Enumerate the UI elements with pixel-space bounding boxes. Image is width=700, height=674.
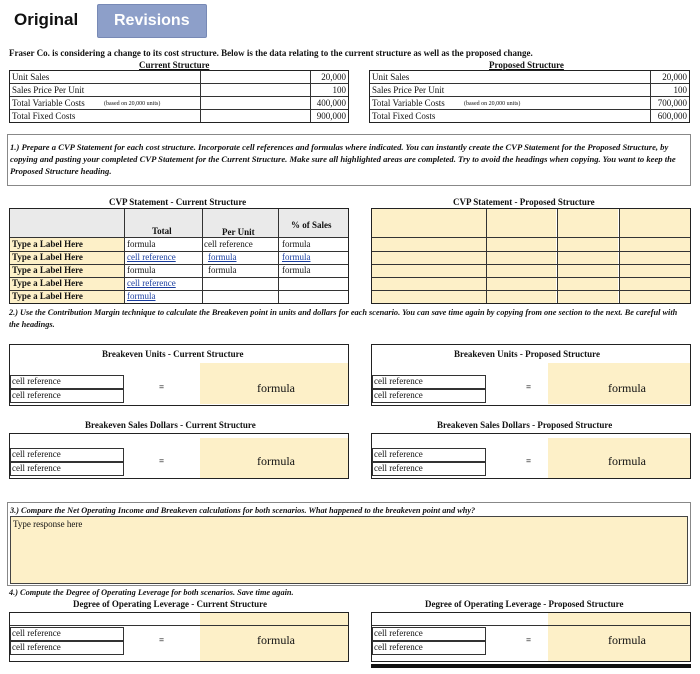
response-area[interactable] <box>10 516 688 584</box>
current-structure-table <box>9 70 349 123</box>
formula-cell[interactable]: formula <box>257 381 295 395</box>
cvp-col-total: Total <box>152 226 172 236</box>
cvp-pct-cell[interactable]: formula <box>282 265 311 275</box>
cell-reference[interactable]: cell reference <box>12 628 61 638</box>
cvp-per-unit-cell[interactable]: formula <box>208 265 237 275</box>
dol-current-box <box>9 612 349 662</box>
question-2-text: 2.) Use the Contribution Margin technique to calculate the Breakeven point in units and dollars for each scenario. You can save time again by copying from one section to the next. Be careful with the headings. <box>9 308 678 329</box>
tab-revisions[interactable]: Revisions <box>97 4 207 38</box>
current-label-unit-sales: Unit Sales <box>12 72 50 82</box>
current-label-variable-costs: Total Variable Costs <box>12 98 85 108</box>
cell-reference[interactable]: cell reference <box>12 376 61 386</box>
breakeven-dollars-proposed-title: Breakeven Sales Dollars - Proposed Structure <box>437 420 613 430</box>
proposed-value-unit-sales[interactable]: 20,000 <box>662 72 687 82</box>
cell-reference[interactable]: cell reference <box>374 390 423 400</box>
question-4-text: 4.) Compute the Degree of Operating Leverage for both scenarios. Save time again. <box>9 588 294 597</box>
current-label-sales-price: Sales Price Per Unit <box>12 85 85 95</box>
proposed-structure-table <box>369 70 690 123</box>
proposed-label-variable-costs: Total Variable Costs <box>372 98 445 108</box>
equals-sign: = <box>159 456 165 466</box>
cvp-per-unit-cell[interactable]: cell reference <box>204 239 253 249</box>
current-value-fixed-costs[interactable]: 900,000 <box>316 111 346 121</box>
cvp-row-label[interactable]: Type a Label Here <box>12 291 83 301</box>
equals-sign: = <box>526 456 532 466</box>
proposed-label-fixed-costs: Total Fixed Costs <box>372 111 436 121</box>
proposed-value-fixed-costs[interactable]: 600,000 <box>657 111 687 121</box>
equals-sign: = <box>159 382 165 392</box>
current-value-unit-sales[interactable]: 20,000 <box>321 72 346 82</box>
current-label-fixed-costs: Total Fixed Costs <box>12 111 76 121</box>
breakeven-dollars-current-title: Breakeven Sales Dollars - Current Structure <box>85 420 256 430</box>
formula-cell[interactable]: formula <box>257 454 295 468</box>
cvp-row-label[interactable]: Type a Label Here <box>12 239 83 249</box>
dol-proposed-title: Degree of Operating Leverage - Proposed Structure <box>425 599 624 609</box>
cell-reference[interactable]: cell reference <box>374 449 423 459</box>
cvp-current-title: CVP Statement - Current Structure <box>109 197 247 207</box>
formula-cell[interactable]: formula <box>608 381 646 395</box>
tab-original[interactable]: Original <box>14 10 79 29</box>
cvp-total-cell[interactable]: formula <box>127 291 156 301</box>
current-variable-note: (based on 20,000 units) <box>104 101 161 107</box>
cvp-pct-cell[interactable]: formula <box>282 239 311 249</box>
bottom-divider <box>371 664 691 668</box>
cell-reference[interactable]: cell reference <box>374 463 423 473</box>
question-1-text: 1.) Prepare a CVP Statement for each cost structure. Incorporate cell references and formulas where indicated. You can instantly create the CVP Statement for the Proposed Structure, by copying and pasting your completed CVP Statement for the Current Structure. Make sure all highlighted areas are completed. Try to avoid the headings when copying. You want to keep the Proposed Structure heading. <box>10 142 676 176</box>
breakeven-units-proposed-box <box>371 344 691 406</box>
cvp-proposed-title: CVP Statement - Proposed Structure <box>453 197 595 207</box>
cvp-row-label[interactable]: Type a Label Here <box>12 252 83 262</box>
formula-cell[interactable]: formula <box>608 633 646 647</box>
current-value-sales-price[interactable]: 100 <box>332 85 346 95</box>
cell-reference[interactable]: cell reference <box>12 642 61 652</box>
breakeven-dollars-current-box <box>9 433 349 479</box>
question-3-text: 3.) Compare the Net Operating Income and Breakeven calculations for both scenarios. What happened to the breakeven point and why? <box>10 506 476 515</box>
dol-proposed-box <box>371 612 691 662</box>
proposed-value-variable-costs[interactable]: 700,000 <box>657 98 687 108</box>
equals-sign: = <box>526 382 532 392</box>
cvp-total-cell[interactable]: cell reference <box>127 278 176 288</box>
cvp-row-label[interactable]: Type a Label Here <box>12 278 83 288</box>
equals-sign: = <box>526 635 532 645</box>
cvp-total-cell[interactable]: cell reference <box>127 252 176 262</box>
proposed-label-sales-price: Sales Price Per Unit <box>372 85 445 95</box>
question-1-box <box>7 134 691 186</box>
current-structure-title: Current Structure <box>139 60 210 70</box>
sheet-tabs <box>0 0 700 40</box>
proposed-variable-note: (based on 20,000 units) <box>464 101 521 107</box>
cell-reference[interactable]: cell reference <box>374 642 423 652</box>
cell-reference[interactable]: cell reference <box>12 449 61 459</box>
breakeven-units-proposed-title: Breakeven Units - Proposed Structure <box>454 349 600 359</box>
current-value-variable-costs[interactable]: 400,000 <box>316 98 346 108</box>
equals-sign: = <box>159 635 165 645</box>
response-placeholder: Type response here <box>13 519 83 529</box>
cell-reference[interactable]: cell reference <box>12 463 61 473</box>
question-3-box <box>7 502 691 586</box>
cvp-current-table <box>9 208 349 304</box>
formula-cell[interactable]: formula <box>257 633 295 647</box>
breakeven-units-current-title: Breakeven Units - Current Structure <box>102 349 244 359</box>
proposed-structure-title: Proposed Structure <box>489 60 564 70</box>
cell-reference[interactable]: cell reference <box>12 390 61 400</box>
dol-current-title: Degree of Operating Leverage - Current Structure <box>73 599 267 609</box>
cvp-col-pct-sales: % of Sales <box>291 220 332 230</box>
breakeven-dollars-proposed-box <box>371 433 691 479</box>
intro-text: Fraser Co. is considering a change to its cost structure. Below is the data relating to the current structure as well as the proposed change. <box>9 48 533 58</box>
cvp-col-per-unit: Per Unit <box>222 227 255 237</box>
proposed-value-sales-price[interactable]: 100 <box>673 85 687 95</box>
breakeven-units-current-box <box>9 344 349 406</box>
proposed-label-unit-sales: Unit Sales <box>372 72 410 82</box>
formula-cell[interactable]: formula <box>608 454 646 468</box>
cell-reference[interactable]: cell reference <box>374 628 423 638</box>
cvp-row-label[interactable]: Type a Label Here <box>12 265 83 275</box>
cvp-total-cell[interactable]: formula <box>127 239 156 249</box>
cvp-pct-cell[interactable]: formula <box>282 252 311 262</box>
cvp-total-cell[interactable]: formula <box>127 265 156 275</box>
worksheet <box>7 42 691 674</box>
cvp-proposed-table[interactable] <box>371 208 691 304</box>
cvp-per-unit-cell[interactable]: formula <box>208 252 237 262</box>
cell-reference[interactable]: cell reference <box>374 376 423 386</box>
